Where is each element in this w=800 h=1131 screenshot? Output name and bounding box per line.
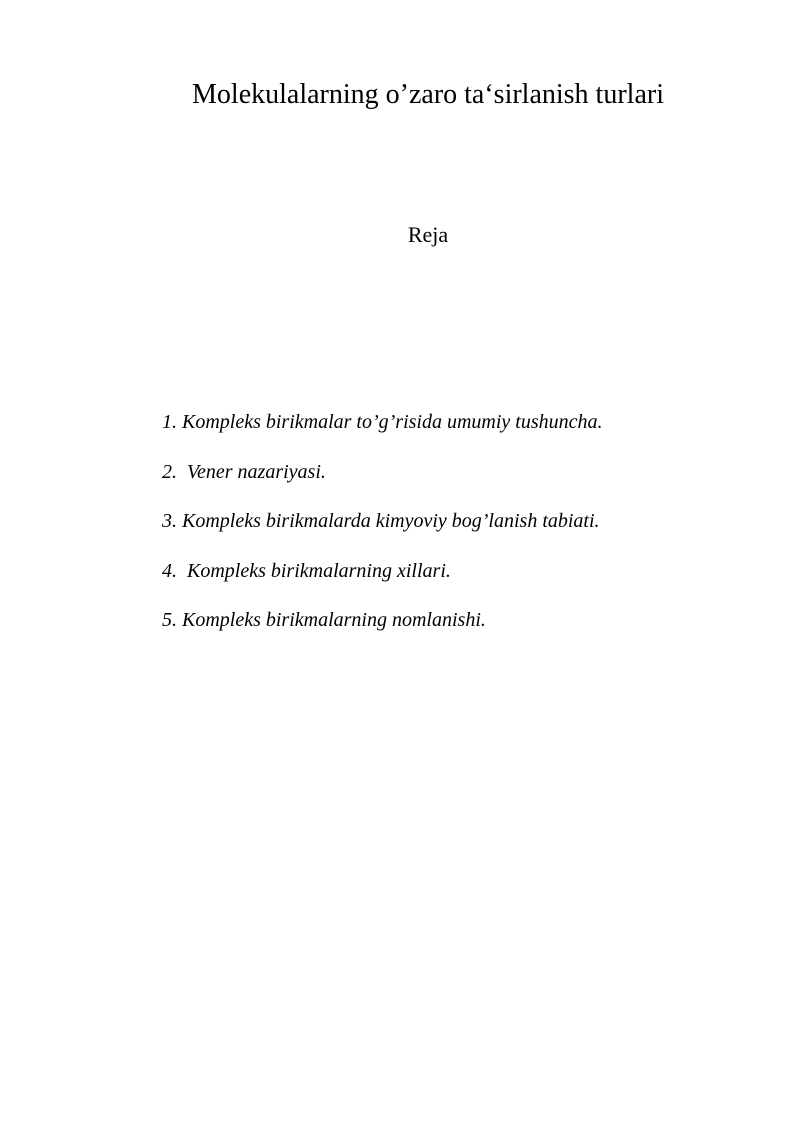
plan-item: 5. Kompleks birikmalarning nomlanishi. — [162, 609, 486, 631]
plan-item: 4. Kompleks birikmalarning xillari. — [162, 559, 451, 582]
document-title: Molekulalarning o’zaro ta‘sirlanish turlari — [192, 79, 664, 110]
plan-item: 3. Kompleks birikmalarda kimyoviy bog’lanish tabiati. — [162, 510, 600, 532]
plan-heading: Reja — [407, 222, 449, 247]
plan-item: 2. Vener nazariyasi. — [162, 460, 326, 483]
plan-item: 1. Kompleks birikmalar to’g’risida umumiy tushuncha. — [162, 411, 603, 433]
plan-list — [162, 409, 603, 657]
